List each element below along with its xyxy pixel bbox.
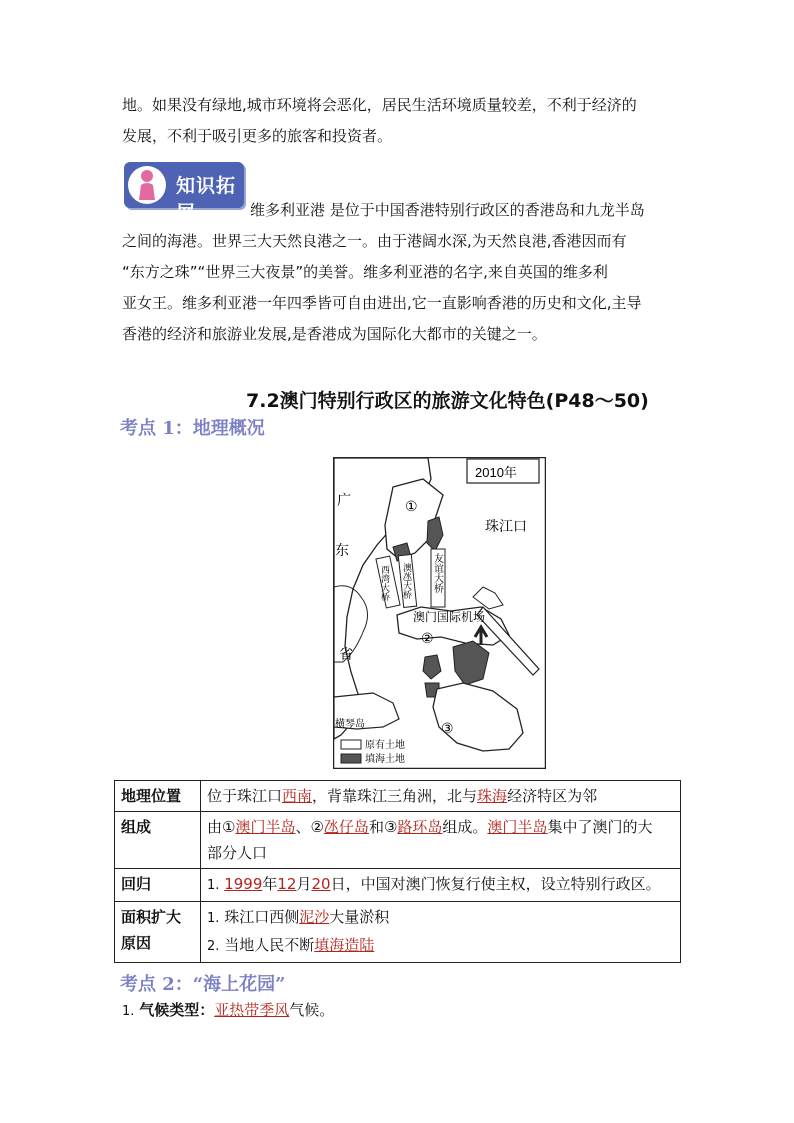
climate-line: 1. 气候类型：亚热带季风气候。 (122, 1001, 335, 1019)
label-zhujiangkou: 珠江口 (485, 518, 527, 534)
section-title: 7.2澳门特别行政区的旅游文化特色(P48～50) (246, 390, 649, 412)
knowledge-badge (124, 162, 244, 224)
row-value-return: 1. 1999年12月20日，中国对澳门恢复行使主权，设立特别行政区。 (201, 869, 681, 902)
victoria-line-4: 亚女王。维多利亚港一年四季皆可自由进出,它一直影响香港的历史和文化,主导 (122, 294, 642, 312)
row-value-location: 位于珠江口西南，背靠珠江三角洲，北与珠海经济特区为邻 (201, 781, 681, 812)
victoria-line-1: 维多利亚港 是位于中国香港特别行政区的香港岛和九龙半岛 (250, 201, 645, 219)
badge-label: 知识拓展 (176, 175, 237, 224)
label-airport: 澳门国际机场 (413, 610, 486, 624)
row-key-expansion: 面积扩大 原因 (115, 902, 201, 963)
intro-line-2: 发展，不利于吸引更多的旅客和投资者。 (122, 127, 393, 145)
label-dong: 东 (335, 542, 349, 558)
row-key-return: 回归 (115, 869, 201, 902)
label-sheng: 省 (339, 646, 353, 662)
marker-3: ③ (441, 720, 454, 736)
label-bridge-aotan: 澳氹大桥 (402, 563, 412, 599)
row-key-location: 地理位置 (115, 781, 201, 812)
legend-original-swatch (341, 740, 361, 749)
legend-original-label: 原有土地 (365, 740, 405, 751)
label-guang: 广 (337, 492, 351, 508)
row-key-composition: 组成 (115, 812, 201, 869)
intro-line-1: 地。如果没有绿地,城市环境将会恶化，居民生活环境质量较差，不利于经济的 (122, 96, 637, 114)
legend-reclaimed-label: 填海土地 (365, 754, 405, 765)
victoria-line-3: “东方之珠”“世界三大夜景”的美誉。维多利亚港的名字,来自英国的维多利 (122, 263, 608, 281)
kaodian-1-heading: 考点 1：地理概况 (120, 418, 265, 439)
kaodian-2-heading: 考点 2：“海上花园” (120, 974, 286, 995)
macau-map (333, 457, 546, 769)
label-hengqin: 横琴岛 (335, 719, 365, 730)
victoria-line-5: 香港的经济和旅游业发展,是香港成为国际化大都市的关键之一。 (122, 325, 547, 343)
legend-reclaimed-swatch (341, 754, 361, 763)
marker-2: ② (421, 630, 434, 646)
victoria-line-2: 之间的海港。世界三大天然良港之一。由于港阔水深,为天然良港,香港因而有 (122, 232, 627, 250)
map-year: 2010年 (475, 465, 517, 480)
table-row (115, 902, 681, 963)
row-value-expansion: 1. 珠江口西侧泥沙大量淤积 2. 当地人民不断填海造陆 (201, 902, 681, 963)
table-row (115, 781, 681, 812)
marker-1: ① (405, 498, 418, 514)
label-bridge-youyi: 友谊大桥 (431, 553, 443, 593)
table-row (115, 812, 681, 869)
label-bridge-xiwan: 西湾大桥 (380, 565, 390, 601)
geography-table (114, 780, 681, 963)
person-icon (128, 166, 166, 204)
row-value-composition: 由①澳门半岛、②氹仔岛和③路环岛组成。澳门半岛集中了澳门的大 部分人口 (201, 812, 681, 869)
table-row (115, 869, 681, 902)
